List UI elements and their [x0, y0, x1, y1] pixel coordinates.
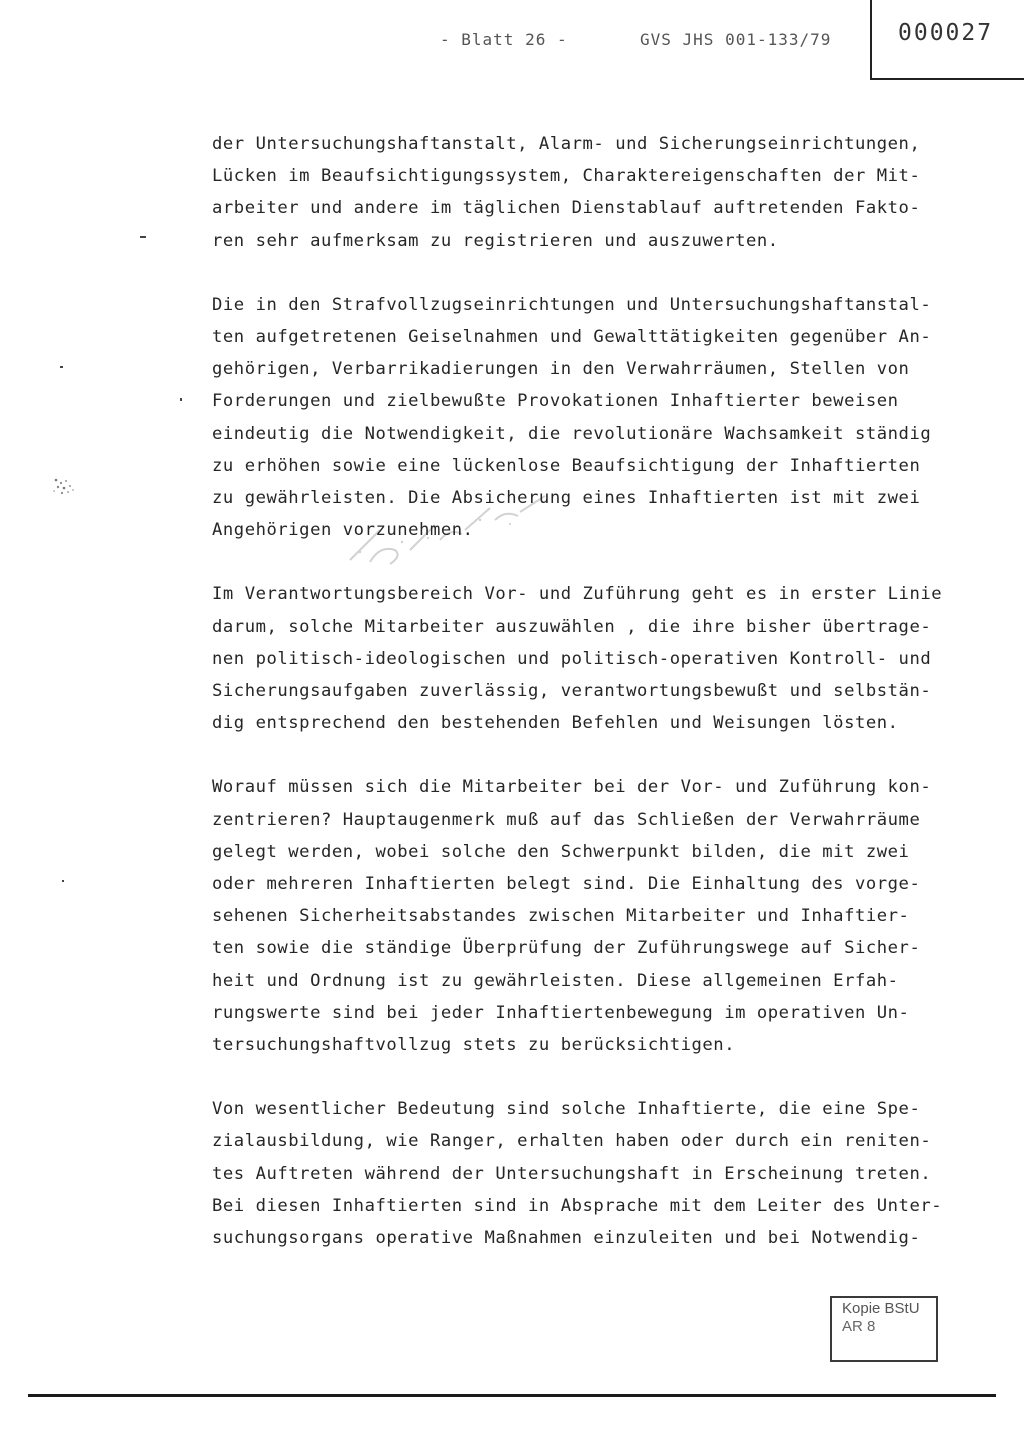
text-line: Von wesentlicher Bedeutung sind solche Inhaftierte, die eine Spe-	[212, 1099, 921, 1120]
text-line: gehörigen, Verbarrikadierungen in den Verwahrräumen, Stellen von	[212, 359, 910, 380]
bottom-rule	[28, 1394, 996, 1397]
text-line: Lücken im Beaufsichtigungssystem, Charaktereigenschaften der Mit-	[212, 166, 921, 187]
text-line: Bei diesen Inhaftierten sind in Absprache mit dem Leiter des Unter-	[212, 1195, 943, 1216]
text-line: sehenen Sicherheitsabstandes zwischen Mitarbeiter und Inhaftier-	[212, 906, 910, 927]
text-line: tersuchungshaftvollzug stets zu berücksichtigen.	[212, 1035, 736, 1056]
text-line: dig entsprechend den bestehenden Befehlen und Weisungen lösten.	[212, 713, 899, 734]
text-line: Die in den Strafvollzugseinrichtungen und Untersuchungshaftanstal-	[212, 294, 932, 315]
margin-smudge	[48, 474, 80, 500]
archive-stamp-number: 000027	[898, 20, 994, 46]
paragraph	[212, 771, 952, 1061]
text-line: nen politisch-ideologischen und politisch-operativen Kontroll- und	[212, 648, 932, 669]
margin-mark	[60, 366, 63, 368]
kopie-stamp-label: Kopie BStU	[842, 1300, 920, 1317]
text-line: ten aufgetretenen Geiselnahmen und Gewalttätigkeiten gegenüber An-	[212, 327, 932, 348]
paragraph	[212, 1093, 952, 1254]
document-reference: GVS JHS 001-133/79	[640, 30, 832, 49]
text-line: Angehörigen vorzunehmen.	[212, 520, 474, 541]
text-line: Sicherungsaufgaben zuverlässig, verantwortungsbewußt und selbstän-	[212, 681, 932, 702]
text-line: suchungsorgans operative Maßnahmen einzuleiten und bei Notwendig-	[212, 1228, 921, 1249]
text-line: zu erhöhen sowie eine lückenlose Beaufsichtigung der Inhaftierten	[212, 455, 921, 476]
text-line: Worauf müssen sich die Mitarbeiter bei der Vor- und Zuführung kon-	[212, 777, 932, 798]
paragraph	[212, 128, 952, 257]
text-line: tes Auftreten während der Untersuchungshaft in Erscheinung treten.	[212, 1163, 932, 1184]
margin-mark	[140, 236, 146, 238]
text-line: zialausbildung, wie Ranger, erhalten haben oder durch ein reniten-	[212, 1131, 932, 1152]
text-line: arbeiter und andere im täglichen Dienstablauf auftretenden Fakto-	[212, 198, 921, 219]
paragraph	[212, 289, 952, 547]
text-line: zentrieren? Hauptaugenmerk muß auf das Schließen der Verwahrräume	[212, 809, 921, 830]
text-line: zu gewährleisten. Die Absicherung eines Inhaftierten ist mit zwei	[212, 488, 921, 509]
document-body	[212, 128, 952, 1286]
margin-mark	[180, 398, 182, 401]
text-line: Im Verantwortungsbereich Vor- und Zuführung geht es in erster Linie	[212, 584, 943, 605]
text-line: eindeutig die Notwendigkeit, die revolutionäre Wachsamkeit ständig	[212, 423, 932, 444]
text-line: heit und Ordnung ist zu gewährleisten. Diese allgemeinen Erfah-	[212, 970, 899, 991]
margin-mark	[62, 880, 64, 882]
text-line: oder mehreren Inhaftierten belegt sind. Die Einhaltung des vorge-	[212, 874, 921, 895]
text-line: gelegt werden, wobei solche den Schwerpunkt bilden, die mit zwei	[212, 841, 910, 862]
page-number: - Blatt 26 -	[440, 30, 568, 49]
paragraph	[212, 578, 952, 739]
text-line: Forderungen und zielbewußte Provokationen Inhaftierter beweisen	[212, 391, 899, 412]
text-line: der Untersuchungshaftanstalt, Alarm- und Sicherungseinrichtungen,	[212, 134, 921, 154]
text-line: darum, solche Mitarbeiter auszuwählen , die ihre bisher übertrage-	[212, 616, 932, 637]
text-line: rungswerte sind bei jeder Inhaftiertenbewegung im operativen Un-	[212, 1002, 910, 1023]
text-line: ten sowie die ständige Überprüfung der Zuführungswege auf Sicher-	[212, 938, 921, 959]
kopie-stamp-code: AR 8	[842, 1318, 876, 1335]
text-line: ren sehr aufmerksam zu registrieren und auszuwerten.	[212, 230, 779, 251]
